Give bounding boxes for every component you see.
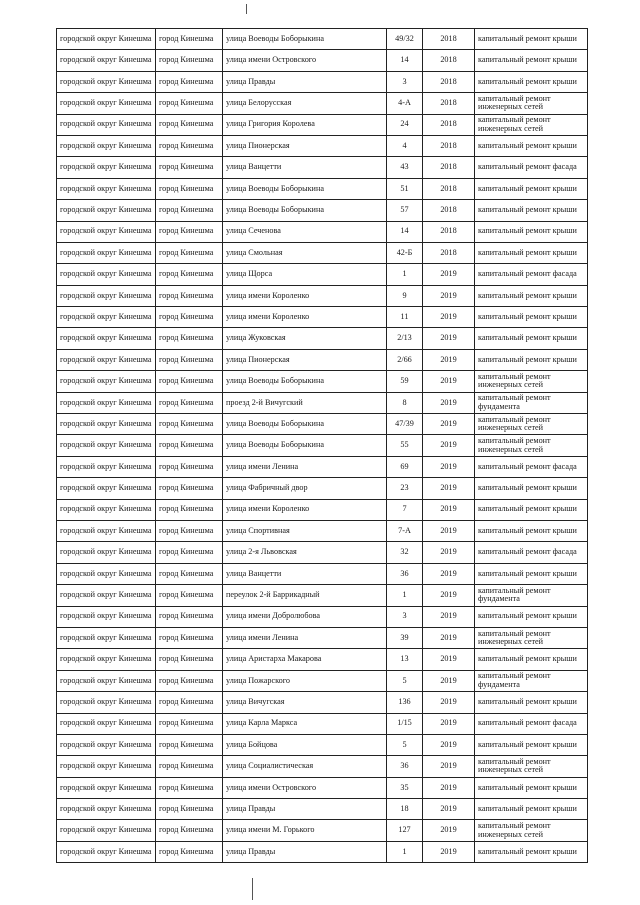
table-row: [57, 50, 588, 71]
year-cell: 2019: [423, 414, 475, 435]
municipality-cell: городской округ Кинешма: [57, 499, 156, 520]
year-cell: 2018: [423, 114, 475, 135]
settlement-cell: город Кинешма: [156, 349, 223, 370]
street-cell: улица Аристарха Макарова: [223, 649, 387, 670]
year-cell: 2019: [423, 307, 475, 328]
municipality-cell: городской округ Кинешма: [57, 414, 156, 435]
house-number-cell: 1: [387, 841, 423, 862]
settlement-cell: город Кинешма: [156, 135, 223, 156]
year-cell: 2019: [423, 456, 475, 477]
year-cell: 2019: [423, 264, 475, 285]
table-row: [57, 178, 588, 199]
work-type-cell: капитальный ремонт крыши: [475, 328, 588, 349]
work-type-cell: капитальный ремонт крыши: [475, 71, 588, 92]
work-type-cell: капитальный ремонт крыши: [475, 242, 588, 263]
settlement-cell: город Кинешма: [156, 692, 223, 713]
street-cell: проезд 2-й Вичугский: [223, 392, 387, 413]
street-cell: улица Социалистическая: [223, 756, 387, 777]
house-number-cell: 127: [387, 820, 423, 841]
table-row: [57, 542, 588, 563]
table-row: [57, 820, 588, 841]
table-row: [57, 328, 588, 349]
work-type-cell: капитальный ремонт крыши: [475, 520, 588, 541]
table-row: [57, 307, 588, 328]
municipality-cell: городской округ Кинешма: [57, 670, 156, 691]
municipality-cell: городской округ Кинешма: [57, 756, 156, 777]
work-type-cell: капитальный ремонт инженерных сетей: [475, 93, 588, 114]
municipality-cell: городской округ Кинешма: [57, 71, 156, 92]
year-cell: 2018: [423, 178, 475, 199]
house-number-cell: 43: [387, 157, 423, 178]
table-row: [57, 135, 588, 156]
work-type-cell: капитальный ремонт крыши: [475, 478, 588, 499]
settlement-cell: город Кинешма: [156, 285, 223, 306]
table-row: [57, 627, 588, 648]
work-type-cell: капитальный ремонт фасада: [475, 713, 588, 734]
table-row: [57, 520, 588, 541]
year-cell: 2019: [423, 649, 475, 670]
street-cell: улица Воеводы Боборыкина: [223, 414, 387, 435]
street-cell: улица имени Короленко: [223, 307, 387, 328]
settlement-cell: город Кинешма: [156, 734, 223, 755]
municipality-cell: городской округ Кинешма: [57, 478, 156, 499]
street-cell: улица Правды: [223, 841, 387, 862]
scan-mark: [252, 878, 253, 900]
street-cell: улица имени Добролюбова: [223, 606, 387, 627]
street-cell: улица имени Ленина: [223, 456, 387, 477]
municipality-cell: городской округ Кинешма: [57, 200, 156, 221]
settlement-cell: город Кинешма: [156, 157, 223, 178]
table-row: [57, 414, 588, 435]
work-type-cell: капитальный ремонт инженерных сетей: [475, 371, 588, 392]
municipality-cell: городской округ Кинешма: [57, 114, 156, 135]
table-row: [57, 456, 588, 477]
settlement-cell: город Кинешма: [156, 542, 223, 563]
year-cell: 2018: [423, 29, 475, 50]
year-cell: 2019: [423, 435, 475, 456]
work-type-cell: капитальный ремонт крыши: [475, 349, 588, 370]
house-number-cell: 36: [387, 563, 423, 584]
settlement-cell: город Кинешма: [156, 841, 223, 862]
house-number-cell: 35: [387, 777, 423, 798]
year-cell: 2019: [423, 606, 475, 627]
municipality-cell: городской округ Кинешма: [57, 520, 156, 541]
house-number-cell: 2/13: [387, 328, 423, 349]
house-number-cell: 32: [387, 542, 423, 563]
year-cell: 2019: [423, 756, 475, 777]
work-type-cell: капитальный ремонт фасада: [475, 157, 588, 178]
street-cell: улица Правды: [223, 799, 387, 820]
table-row: [57, 200, 588, 221]
municipality-cell: городской округ Кинешма: [57, 242, 156, 263]
municipality-cell: городской округ Кинешма: [57, 692, 156, 713]
street-cell: улица Ванцетти: [223, 563, 387, 584]
municipality-cell: городской округ Кинешма: [57, 264, 156, 285]
street-cell: улица Карла Маркса: [223, 713, 387, 734]
house-number-cell: 9: [387, 285, 423, 306]
street-cell: улица Бойцова: [223, 734, 387, 755]
house-number-cell: 7: [387, 499, 423, 520]
municipality-cell: городской округ Кинешма: [57, 371, 156, 392]
settlement-cell: город Кинешма: [156, 93, 223, 114]
table-row: [57, 499, 588, 520]
municipality-cell: городской округ Кинешма: [57, 157, 156, 178]
street-cell: улица Вичугская: [223, 692, 387, 713]
work-type-cell: капитальный ремонт крыши: [475, 29, 588, 50]
municipality-cell: городской округ Кинешма: [57, 178, 156, 199]
year-cell: 2019: [423, 478, 475, 499]
house-number-cell: 4-А: [387, 93, 423, 114]
settlement-cell: город Кинешма: [156, 478, 223, 499]
house-number-cell: 13: [387, 649, 423, 670]
table-row: [57, 670, 588, 691]
street-cell: улица Правды: [223, 71, 387, 92]
table-row: [57, 799, 588, 820]
work-type-cell: капитальный ремонт крыши: [475, 606, 588, 627]
work-type-cell: капитальный ремонт фундамента: [475, 670, 588, 691]
work-type-cell: капитальный ремонт инженерных сетей: [475, 414, 588, 435]
municipality-cell: городской округ Кинешма: [57, 734, 156, 755]
street-cell: улица Ванцетти: [223, 157, 387, 178]
work-type-cell: капитальный ремонт крыши: [475, 649, 588, 670]
house-number-cell: 3: [387, 606, 423, 627]
street-cell: улица имени Ленина: [223, 627, 387, 648]
street-cell: улица Воеводы Боборыкина: [223, 178, 387, 199]
house-number-cell: 42-Б: [387, 242, 423, 263]
table-row: [57, 734, 588, 755]
work-type-cell: капитальный ремонт инженерных сетей: [475, 435, 588, 456]
municipality-cell: городской округ Кинешма: [57, 799, 156, 820]
settlement-cell: город Кинешма: [156, 713, 223, 734]
table-row: [57, 756, 588, 777]
work-type-cell: капитальный ремонт крыши: [475, 499, 588, 520]
street-cell: улица имени Островского: [223, 50, 387, 71]
work-type-cell: капитальный ремонт крыши: [475, 307, 588, 328]
house-number-cell: 136: [387, 692, 423, 713]
house-number-cell: 11: [387, 307, 423, 328]
table-row: [57, 71, 588, 92]
street-cell: улица Воеводы Боборыкина: [223, 29, 387, 50]
table-row: [57, 371, 588, 392]
house-number-cell: 55: [387, 435, 423, 456]
table-row: [57, 777, 588, 798]
house-number-cell: 24: [387, 114, 423, 135]
municipality-cell: городской округ Кинешма: [57, 50, 156, 71]
settlement-cell: город Кинешма: [156, 820, 223, 841]
year-cell: 2018: [423, 71, 475, 92]
settlement-cell: город Кинешма: [156, 178, 223, 199]
year-cell: 2018: [423, 157, 475, 178]
street-cell: улица Жуковская: [223, 328, 387, 349]
work-type-cell: капитальный ремонт крыши: [475, 221, 588, 242]
street-cell: улица 2-я Львовская: [223, 542, 387, 563]
municipality-cell: городской округ Кинешма: [57, 820, 156, 841]
year-cell: 2018: [423, 50, 475, 71]
work-type-cell: капитальный ремонт фундамента: [475, 392, 588, 413]
year-cell: 2019: [423, 713, 475, 734]
settlement-cell: город Кинешма: [156, 71, 223, 92]
year-cell: 2019: [423, 285, 475, 306]
work-type-cell: капитальный ремонт крыши: [475, 777, 588, 798]
settlement-cell: город Кинешма: [156, 520, 223, 541]
settlement-cell: город Кинешма: [156, 606, 223, 627]
year-cell: 2018: [423, 135, 475, 156]
work-type-cell: капитальный ремонт инженерных сетей: [475, 756, 588, 777]
municipality-cell: городской округ Кинешма: [57, 135, 156, 156]
street-cell: улица Пионерская: [223, 135, 387, 156]
work-type-cell: капитальный ремонт крыши: [475, 200, 588, 221]
house-number-cell: 5: [387, 670, 423, 691]
year-cell: 2019: [423, 371, 475, 392]
settlement-cell: город Кинешма: [156, 414, 223, 435]
settlement-cell: город Кинешма: [156, 777, 223, 798]
table-row: [57, 392, 588, 413]
house-number-cell: 23: [387, 478, 423, 499]
house-number-cell: 5: [387, 734, 423, 755]
settlement-cell: город Кинешма: [156, 435, 223, 456]
municipality-cell: городской округ Кинешма: [57, 627, 156, 648]
work-type-cell: капитальный ремонт фасада: [475, 264, 588, 285]
year-cell: 2019: [423, 499, 475, 520]
table-row: [57, 157, 588, 178]
settlement-cell: город Кинешма: [156, 307, 223, 328]
municipality-cell: городской округ Кинешма: [57, 435, 156, 456]
year-cell: 2019: [423, 627, 475, 648]
municipality-cell: городской округ Кинешма: [57, 392, 156, 413]
street-cell: переулок 2-й Баррикадный: [223, 585, 387, 606]
table-row: [57, 606, 588, 627]
house-number-cell: 2/66: [387, 349, 423, 370]
settlement-cell: город Кинешма: [156, 756, 223, 777]
house-number-cell: 69: [387, 456, 423, 477]
work-type-cell: капитальный ремонт крыши: [475, 841, 588, 862]
municipality-cell: городской округ Кинешма: [57, 777, 156, 798]
year-cell: 2019: [423, 692, 475, 713]
street-cell: улица имени Короленко: [223, 499, 387, 520]
settlement-cell: город Кинешма: [156, 456, 223, 477]
settlement-cell: город Кинешма: [156, 563, 223, 584]
municipality-cell: городской округ Кинешма: [57, 563, 156, 584]
settlement-cell: город Кинешма: [156, 799, 223, 820]
year-cell: 2019: [423, 392, 475, 413]
table-row: [57, 29, 588, 50]
house-number-cell: 3: [387, 71, 423, 92]
year-cell: 2019: [423, 328, 475, 349]
house-number-cell: 39: [387, 627, 423, 648]
municipality-cell: городской округ Кинешма: [57, 307, 156, 328]
settlement-cell: город Кинешма: [156, 649, 223, 670]
work-type-cell: капитальный ремонт крыши: [475, 135, 588, 156]
table-row: [57, 713, 588, 734]
street-cell: улица Григория Королева: [223, 114, 387, 135]
house-number-cell: 7-А: [387, 520, 423, 541]
table-row: [57, 93, 588, 114]
house-number-cell: 1/15: [387, 713, 423, 734]
settlement-cell: город Кинешма: [156, 627, 223, 648]
municipality-cell: городской округ Кинешма: [57, 606, 156, 627]
table-row: [57, 585, 588, 606]
work-type-cell: капитальный ремонт крыши: [475, 799, 588, 820]
year-cell: 2019: [423, 670, 475, 691]
year-cell: 2019: [423, 799, 475, 820]
year-cell: 2018: [423, 200, 475, 221]
table-row: [57, 649, 588, 670]
house-number-cell: 47/39: [387, 414, 423, 435]
settlement-cell: город Кинешма: [156, 242, 223, 263]
municipality-cell: городской округ Кинешма: [57, 328, 156, 349]
street-cell: улица имени Островского: [223, 777, 387, 798]
house-number-cell: 59: [387, 371, 423, 392]
street-cell: улица Щорса: [223, 264, 387, 285]
year-cell: 2019: [423, 349, 475, 370]
municipality-cell: городской округ Кинешма: [57, 542, 156, 563]
house-number-cell: 14: [387, 50, 423, 71]
table-row: [57, 563, 588, 584]
settlement-cell: город Кинешма: [156, 50, 223, 71]
settlement-cell: город Кинешма: [156, 29, 223, 50]
year-cell: 2019: [423, 585, 475, 606]
year-cell: 2019: [423, 777, 475, 798]
municipality-cell: городской округ Кинешма: [57, 93, 156, 114]
house-number-cell: 4: [387, 135, 423, 156]
municipality-cell: городской округ Кинешма: [57, 841, 156, 862]
table-row: [57, 264, 588, 285]
work-type-cell: капитальный ремонт инженерных сетей: [475, 114, 588, 135]
street-cell: улица Фабричный двор: [223, 478, 387, 499]
municipality-cell: городской округ Кинешма: [57, 221, 156, 242]
house-number-cell: 36: [387, 756, 423, 777]
settlement-cell: город Кинешма: [156, 264, 223, 285]
work-type-cell: капитальный ремонт крыши: [475, 285, 588, 306]
table-row: [57, 221, 588, 242]
house-number-cell: 1: [387, 585, 423, 606]
work-type-cell: капитальный ремонт крыши: [475, 50, 588, 71]
work-type-cell: капитальный ремонт крыши: [475, 178, 588, 199]
repair-schedule-table: [56, 28, 588, 863]
work-type-cell: капитальный ремонт крыши: [475, 734, 588, 755]
settlement-cell: город Кинешма: [156, 114, 223, 135]
street-cell: улица Спортивная: [223, 520, 387, 541]
street-cell: улица Воеводы Боборыкина: [223, 200, 387, 221]
table-row: [57, 285, 588, 306]
street-cell: улица Пионерская: [223, 349, 387, 370]
year-cell: 2019: [423, 542, 475, 563]
work-type-cell: капитальный ремонт крыши: [475, 563, 588, 584]
street-cell: улица имени Короленко: [223, 285, 387, 306]
house-number-cell: 57: [387, 200, 423, 221]
settlement-cell: город Кинешма: [156, 371, 223, 392]
municipality-cell: городской округ Кинешма: [57, 649, 156, 670]
table-row: [57, 841, 588, 862]
house-number-cell: 1: [387, 264, 423, 285]
work-type-cell: капитальный ремонт фундамента: [475, 585, 588, 606]
settlement-cell: город Кинешма: [156, 200, 223, 221]
settlement-cell: город Кинешма: [156, 499, 223, 520]
street-cell: улица Белорусская: [223, 93, 387, 114]
table-row: [57, 435, 588, 456]
work-type-cell: капитальный ремонт инженерных сетей: [475, 820, 588, 841]
year-cell: 2018: [423, 221, 475, 242]
work-type-cell: капитальный ремонт фасада: [475, 542, 588, 563]
year-cell: 2019: [423, 841, 475, 862]
year-cell: 2019: [423, 563, 475, 584]
house-number-cell: 18: [387, 799, 423, 820]
street-cell: улица Смольная: [223, 242, 387, 263]
street-cell: улица имени М. Горького: [223, 820, 387, 841]
year-cell: 2018: [423, 93, 475, 114]
table-row: [57, 692, 588, 713]
settlement-cell: город Кинешма: [156, 670, 223, 691]
settlement-cell: город Кинешма: [156, 221, 223, 242]
year-cell: 2019: [423, 734, 475, 755]
settlement-cell: город Кинешма: [156, 392, 223, 413]
year-cell: 2019: [423, 520, 475, 541]
work-type-cell: капитальный ремонт фасада: [475, 456, 588, 477]
settlement-cell: город Кинешма: [156, 328, 223, 349]
street-cell: улица Пожарского: [223, 670, 387, 691]
municipality-cell: городской округ Кинешма: [57, 29, 156, 50]
work-type-cell: капитальный ремонт крыши: [475, 692, 588, 713]
house-number-cell: 51: [387, 178, 423, 199]
table-row: [57, 478, 588, 499]
scan-mark: [246, 4, 247, 14]
table-row: [57, 114, 588, 135]
table-row: [57, 242, 588, 263]
municipality-cell: городской округ Кинешма: [57, 456, 156, 477]
street-cell: улица Воеводы Боборыкина: [223, 371, 387, 392]
house-number-cell: 49/32: [387, 29, 423, 50]
house-number-cell: 8: [387, 392, 423, 413]
work-type-cell: капитальный ремонт инженерных сетей: [475, 627, 588, 648]
year-cell: 2018: [423, 242, 475, 263]
house-number-cell: 14: [387, 221, 423, 242]
street-cell: улица Сеченова: [223, 221, 387, 242]
municipality-cell: городской округ Кинешма: [57, 713, 156, 734]
municipality-cell: городской округ Кинешма: [57, 585, 156, 606]
settlement-cell: город Кинешма: [156, 585, 223, 606]
year-cell: 2019: [423, 820, 475, 841]
municipality-cell: городской округ Кинешма: [57, 349, 156, 370]
table-row: [57, 349, 588, 370]
street-cell: улица Воеводы Боборыкина: [223, 435, 387, 456]
municipality-cell: городской округ Кинешма: [57, 285, 156, 306]
